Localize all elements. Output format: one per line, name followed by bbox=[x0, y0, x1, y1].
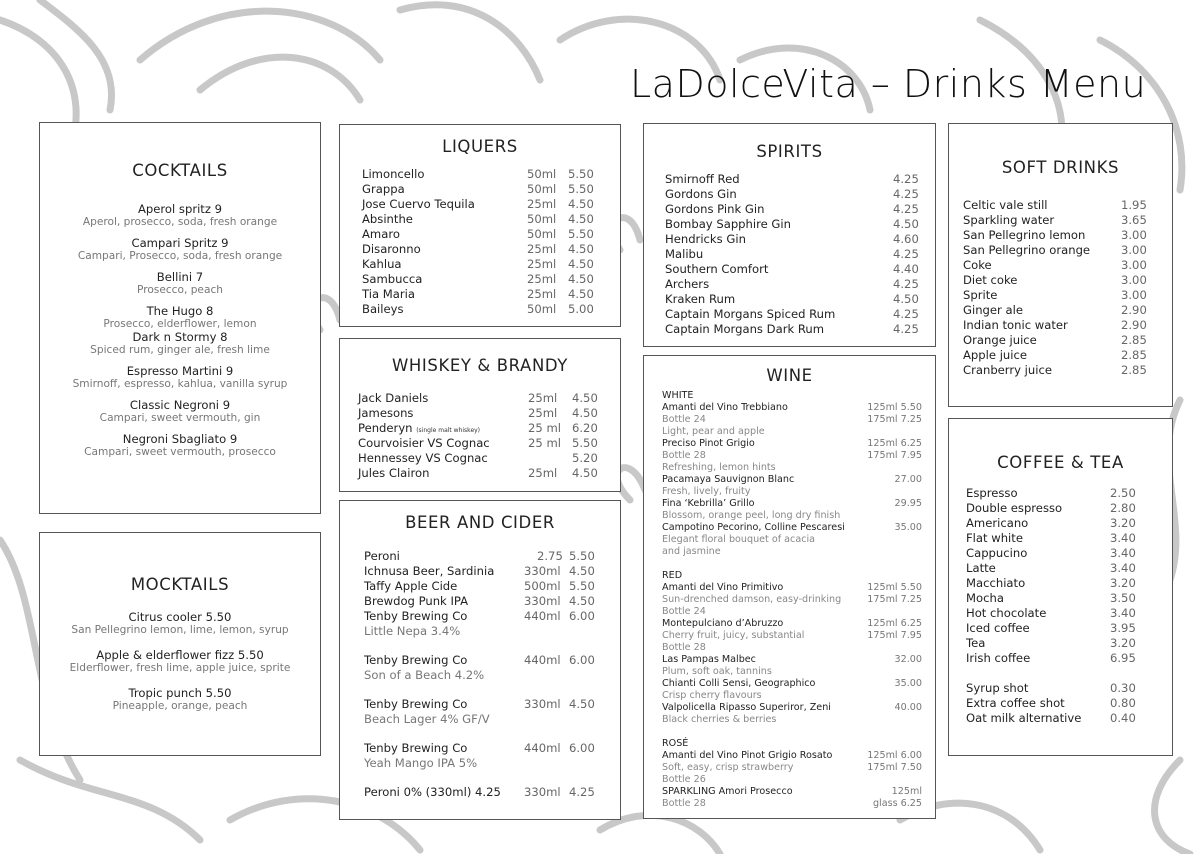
table-row: Extra coffee shot 0.80 bbox=[966, 696, 1136, 710]
cocktails-title: COCKTAILS bbox=[132, 161, 228, 180]
list-item: Negroni Sbagliato 9 Campari, sweet vermouth, prosecco bbox=[84, 432, 276, 458]
table-row: Gordons Gin 4.25 bbox=[665, 187, 919, 201]
table-row: Beach Lager 4% GF/V bbox=[364, 712, 490, 726]
table-row: Absinthe 50ml 4.50 bbox=[362, 212, 594, 226]
wine-row: Black cherries & berries bbox=[662, 714, 777, 725]
table-row: Bombay Sapphire Gin 4.50 bbox=[665, 217, 919, 231]
wine-row: Soft, easy, crisp strawberry 175ml 7.50 bbox=[662, 762, 922, 773]
table-row: Sambucca 25ml 4.50 bbox=[362, 272, 594, 286]
wine-row: Light, pear and apple bbox=[662, 426, 765, 437]
wine-list bbox=[662, 390, 922, 810]
table-row: Tenby Brewing Co 330ml 4.50 bbox=[364, 697, 595, 711]
table-row: Peroni 0% (330ml) 4.25 330ml 4.25 bbox=[364, 785, 595, 799]
table-row: Little Nepa 3.4% bbox=[364, 624, 461, 638]
whiskey-title: WHISKEY & BRANDY bbox=[392, 356, 568, 375]
table-row: Macchiato 3.20 bbox=[966, 576, 1136, 590]
list-item: Campari Spritz 9 Campari, Prosecco, soda, fresh orange bbox=[77, 236, 283, 262]
list-item: Bellini 7 Prosecco, peach bbox=[137, 270, 223, 296]
spacer bbox=[662, 558, 922, 570]
wine-row: Fresh, lively, fruity bbox=[662, 486, 751, 497]
list-item: Classic Negroni 9 Campari, sweet vermouth, gin bbox=[99, 398, 261, 424]
table-row: San Pellegrino lemon 3.00 bbox=[963, 228, 1147, 242]
table-row: Peroni 2.75 5.50 bbox=[364, 549, 595, 563]
table-row: Flat white 3.40 bbox=[966, 531, 1136, 545]
wine-row: Elegant floral bouquet of acacia bbox=[662, 534, 816, 545]
whiskey-panel bbox=[339, 338, 621, 492]
table-row: Sparkling water 3.65 bbox=[963, 213, 1147, 227]
table-row: Kraken Rum 4.50 bbox=[665, 292, 919, 306]
beer-panel bbox=[339, 500, 621, 820]
wine-section-heading: ROSÉ bbox=[662, 738, 689, 749]
list-item: Apple & elderflower fizz 5.50 Elderflower, fresh lime, apple juice, sprite bbox=[69, 648, 291, 674]
table-row: Syrup shot 0.30 bbox=[966, 681, 1136, 695]
table-row: Limoncello 50ml 5.50 bbox=[362, 167, 594, 181]
table-row: Latte 3.40 bbox=[966, 561, 1136, 575]
spirits-title: SPIRITS bbox=[756, 142, 823, 161]
table-row: Cappucino 3.40 bbox=[966, 546, 1136, 560]
list-item: Aperol spritz 9 Aperol, prosecco, soda, fresh orange bbox=[82, 202, 278, 228]
table-row: Captain Morgans Spiced Rum 4.25 bbox=[665, 307, 919, 321]
cocktails-panel bbox=[39, 122, 321, 514]
table-row: Malibu 4.25 bbox=[665, 247, 919, 261]
beer-list bbox=[364, 549, 596, 800]
table-row: Southern Comfort 4.40 bbox=[665, 262, 919, 276]
wine-row: Chianti Colli Sensi, Geographico 35.00 bbox=[662, 678, 922, 689]
wine-row: Amanti del Vino Trebbiano 125ml 5.50 bbox=[662, 402, 922, 413]
spirits-panel bbox=[643, 123, 936, 347]
list-item: The Hugo 8 Prosecco, elderflower, lemon bbox=[103, 304, 257, 330]
spirits-list bbox=[665, 172, 917, 337]
wine-row: Bottle 28 glass 6.25 bbox=[662, 798, 922, 809]
wine-row: Campotino Pecorino, Colline Pescaresi 35.00 bbox=[662, 522, 922, 533]
table-row: Tia Maria 25ml 4.50 bbox=[362, 287, 594, 301]
wine-row: Cherry fruit, juicy, substantial 175ml 7.95 bbox=[662, 630, 922, 641]
table-row: Ichnusa Beer, Sardinia 330ml 4.50 bbox=[364, 564, 595, 578]
table-row: Apple juice 2.85 bbox=[963, 348, 1147, 362]
table-row: Jules Clairon 25ml 4.50 bbox=[358, 466, 598, 480]
table-row: Penderyn (single malt whiskey) 25 ml 6.20 bbox=[358, 421, 598, 435]
wine-row: Refreshing, lemon hints bbox=[662, 462, 776, 473]
table-row: Smirnoff Red 4.25 bbox=[665, 172, 919, 186]
wine-panel bbox=[643, 355, 936, 819]
table-row: Jamesons 25ml 4.50 bbox=[358, 406, 598, 420]
spacer bbox=[662, 726, 922, 738]
table-row: Jose Cuervo Tequila 25ml 4.50 bbox=[362, 197, 594, 211]
table-row: Double espresso 2.80 bbox=[966, 501, 1136, 515]
mocktails-panel bbox=[39, 532, 321, 756]
table-row: Mocha 3.50 bbox=[966, 591, 1136, 605]
table-row: Ginger ale 2.90 bbox=[963, 303, 1147, 317]
wine-title: WINE bbox=[766, 366, 813, 385]
wine-row: and jasmine bbox=[662, 546, 721, 557]
wine-row: Preciso Pinot Grigio 125ml 6.25 bbox=[662, 438, 922, 449]
soft-drinks-title: SOFT DRINKS bbox=[1001, 158, 1120, 177]
table-row: Tea 3.20 bbox=[966, 636, 1136, 650]
table-row: Amaro 50ml 5.50 bbox=[362, 227, 594, 241]
table-row: Grappa 50ml 5.50 bbox=[362, 182, 594, 196]
liquers-panel bbox=[339, 124, 621, 327]
wine-row: Montepulciano d’Abruzzo 125ml 6.25 bbox=[662, 618, 922, 629]
wine-row: Blossom, orange peel, long dry finish bbox=[662, 510, 841, 521]
wine-row: Crisp cherry flavours bbox=[662, 690, 762, 701]
table-row: Hendricks Gin 4.60 bbox=[665, 232, 919, 246]
table-row: Gordons Pink Gin 4.25 bbox=[665, 202, 919, 216]
table-row: Hot chocolate 3.40 bbox=[966, 606, 1136, 620]
table-row: Disaronno 25ml 4.50 bbox=[362, 242, 594, 256]
table-row: Indian tonic water 2.90 bbox=[963, 318, 1147, 332]
table-row: Tenby Brewing Co 440ml 6.00 bbox=[364, 609, 595, 623]
wine-row: Bottle 28 bbox=[662, 642, 706, 653]
wine-row: Bottle 24 175ml 7.25 bbox=[662, 414, 922, 425]
table-row: Kahlua 25ml 4.50 bbox=[362, 257, 594, 271]
wine-row: Sun-drenched damson, easy-drinking 175ml 7.25 bbox=[662, 594, 922, 605]
table-row: Son of a Beach 4.2% bbox=[364, 668, 485, 682]
table-row: Jack Daniels 25ml 4.50 bbox=[358, 391, 598, 405]
table-row: Diet coke 3.00 bbox=[963, 273, 1147, 287]
table-row: Sprite 3.00 bbox=[963, 288, 1147, 302]
table-row: Espresso 2.50 bbox=[966, 486, 1136, 500]
whiskey-list bbox=[358, 391, 598, 481]
wine-row: SPARKLING Amori Prosecco 125ml bbox=[662, 786, 922, 797]
coffee-tea-title: COFFEE & TEA bbox=[997, 453, 1124, 472]
table-row: Courvoisier VS Cognac 25 ml 5.50 bbox=[358, 436, 598, 450]
table-row: Celtic vale still 1.95 bbox=[963, 198, 1147, 212]
table-row: Americano 3.20 bbox=[966, 516, 1136, 530]
wine-row: Bottle 24 bbox=[662, 606, 706, 617]
table-row: Captain Morgans Dark Rum 4.25 bbox=[665, 322, 919, 336]
table-row: Orange juice 2.85 bbox=[963, 333, 1147, 347]
coffee-tea-panel bbox=[948, 418, 1173, 756]
table-row: Yeah Mango IPA 5% bbox=[364, 756, 478, 770]
list-item: Espresso Martini 9 Smirnoff, espresso, kahlua, vanilla syrup bbox=[72, 364, 288, 390]
table-row: Taffy Apple Cide 500ml 5.50 bbox=[364, 579, 595, 593]
page-title: LaDolceVita – Drinks Menu bbox=[630, 62, 1147, 106]
coffee-tea-list bbox=[966, 486, 1156, 726]
table-row: San Pellegrino orange 3.00 bbox=[963, 243, 1147, 257]
wine-section-heading: WHITE bbox=[662, 390, 694, 401]
table-row: Brewdog Punk IPA 330ml 4.50 bbox=[364, 594, 595, 608]
table-row: Archers 4.25 bbox=[665, 277, 919, 291]
soft-drinks-list bbox=[963, 198, 1153, 378]
wine-row: Las Pampas Malbec 32.00 bbox=[662, 654, 922, 665]
table-row: Iced coffee 3.95 bbox=[966, 621, 1136, 635]
table-row: Irish coffee 6.95 bbox=[966, 651, 1136, 665]
wine-row: Valpolicella Ripasso Superiror, Zeni 40.00 bbox=[662, 702, 922, 713]
beer-title: BEER AND CIDER bbox=[405, 513, 555, 532]
table-row: Baileys 50ml 5.00 bbox=[362, 302, 594, 316]
liquers-list bbox=[362, 167, 594, 317]
wine-row: Amanti del Vino Primitivo 125ml 5.50 bbox=[662, 582, 922, 593]
table-row: Tenby Brewing Co 440ml 6.00 bbox=[364, 741, 595, 755]
list-item: Citrus cooler 5.50 San Pellegrino lemon, lime, lemon, syrup bbox=[71, 610, 289, 636]
wine-row: Amanti del Vino Pinot Grigio Rosato 125ml 6.00 bbox=[662, 750, 922, 761]
liquers-title: LIQUERS bbox=[442, 137, 518, 156]
wine-section-heading: RED bbox=[662, 570, 683, 581]
table-row: Cranberry juice 2.85 bbox=[963, 363, 1147, 377]
mocktails-title: MOCKTAILS bbox=[130, 575, 230, 594]
wine-row: Pacamaya Sauvignon Blanc 27.00 bbox=[662, 474, 922, 485]
list-item: Dark n Stormy 8 Spiced rum, ginger ale, fresh lime bbox=[90, 330, 270, 356]
table-row: Oat milk alternative 0.40 bbox=[966, 711, 1136, 725]
table-row: Hennessey VS Cognac 5.20 bbox=[358, 451, 598, 465]
wine-row: Fina ‘Kebrilla’ Grillo 29.95 bbox=[662, 498, 922, 509]
wine-row: Bottle 28 175ml 7.95 bbox=[662, 450, 922, 461]
list-item: Tropic punch 5.50 Pineapple, orange, peach bbox=[112, 686, 248, 712]
table-row: Coke 3.00 bbox=[963, 258, 1147, 272]
wine-row: Plum, soft oak, tannins bbox=[662, 666, 772, 677]
table-row: Tenby Brewing Co 440ml 6.00 bbox=[364, 653, 595, 667]
wine-row: Bottle 26 bbox=[662, 774, 706, 785]
soft-drinks-panel bbox=[948, 123, 1173, 407]
